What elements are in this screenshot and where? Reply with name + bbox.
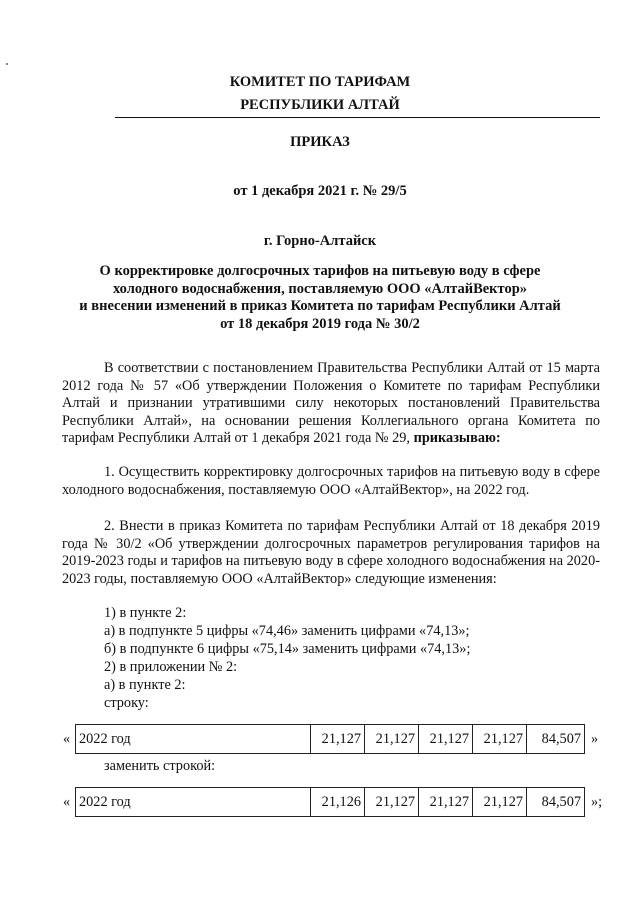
tariff-table-new bbox=[75, 787, 585, 817]
table-cell-value: 21,127 bbox=[419, 725, 473, 754]
table-cell-value: 21,127 bbox=[419, 788, 473, 817]
table-cell-value: 21,127 bbox=[365, 788, 419, 817]
subitem-2: 2) в приложении № 2: bbox=[104, 659, 238, 675]
order-title-line: и внесении изменений в приказ Комитета по тарифам Республики Алтай bbox=[79, 298, 561, 314]
table-cell-label: 2022 год bbox=[76, 788, 311, 817]
table-new-open-quote: « bbox=[63, 794, 71, 810]
order-title bbox=[60, 263, 580, 333]
table-cell-value: 21,127 bbox=[365, 725, 419, 754]
table-cell-label: 2022 год bbox=[76, 725, 311, 754]
item-2-paragraph: 2. Внести в приказ Комитета по тарифам Республики Алтай от 18 декабря 2019 года № 30/2 «Об утверждении долгосрочных параметров регулирования тарифов на 2019-2023 годы и тарифов на питьевую воду в сфере холодного водоснабжения на 2020-2023 годы, поставляемую ООО «АлтайВектор» следующие изменения: bbox=[62, 518, 600, 587]
table-cell-value: 21,127 bbox=[473, 788, 527, 817]
table-new-close-quote: »; bbox=[591, 794, 603, 810]
date-number: от 1 декабря 2021 г. № 29/5 bbox=[233, 183, 407, 199]
order-title-line: холодного водоснабжения, поставляемую ООО «АлтайВектор» bbox=[112, 280, 528, 297]
table-cell-value: 21,126 bbox=[311, 788, 365, 817]
committee-name-line2: РЕСПУБЛИКИ АЛТАЙ bbox=[240, 97, 400, 113]
table-row bbox=[76, 788, 585, 817]
table-cell-value: 84,507 bbox=[527, 788, 585, 817]
scan-speck bbox=[6, 63, 8, 65]
table-old-close-quote: » bbox=[591, 731, 599, 747]
table-cell-value: 21,127 bbox=[311, 725, 365, 754]
subitem-2a: а) в пункте 2: bbox=[104, 677, 186, 693]
committee-name-line1: КОМИТЕТ ПО ТАРИФАМ bbox=[229, 74, 411, 90]
preamble-text: В соответствии с постановлением Правительства Республики Алтай от 15 марта 2012 года № 57 «Об утверждении Положения о Комитете по тарифам Республики Алтай и признании утратившими силу некоторых постановлений Правительства Республики Алтай», на основании решения Коллегиального органа Комитета по тарифам Республики Алтай от 1 декабря 2021 года № 29, bbox=[62, 360, 600, 447]
replace-word: заменить строкой: bbox=[104, 758, 216, 774]
tariff-table-old bbox=[75, 724, 585, 754]
subitem-1b: б) в подпункте 6 цифры «75,14» заменить цифрами «74,13»; bbox=[104, 641, 471, 657]
table-old-open-quote: « bbox=[63, 731, 71, 747]
header-divider bbox=[115, 117, 600, 118]
item-1-paragraph: 1. Осуществить корректировку долгосрочных тарифов на питьевую воду в сфере холодного водоснабжения, поставляемую ООО «АлтайВектор», на 2022 год. bbox=[62, 464, 600, 498]
subitem-1a: а) в подпункте 5 цифры «74,46» заменить цифрами «74,13»; bbox=[104, 623, 470, 639]
table-cell-value: 21,127 bbox=[473, 725, 527, 754]
row-word: строку: bbox=[104, 695, 149, 711]
table-cell-value: 84,507 bbox=[527, 725, 585, 754]
table-row bbox=[76, 725, 585, 754]
order-title-line: О корректировке долгосрочных тарифов на питьевую воду в сфере bbox=[99, 263, 541, 279]
order-word: приказываю: bbox=[413, 430, 501, 447]
subitem-1: 1) в пункте 2: bbox=[104, 605, 187, 621]
doc-type-heading: ПРИКАЗ bbox=[290, 134, 350, 150]
preamble-paragraph bbox=[62, 360, 600, 448]
city: г. Горно-Алтайск bbox=[263, 233, 377, 249]
order-title-line: от 18 декабря 2019 года № 30/2 bbox=[220, 315, 420, 332]
